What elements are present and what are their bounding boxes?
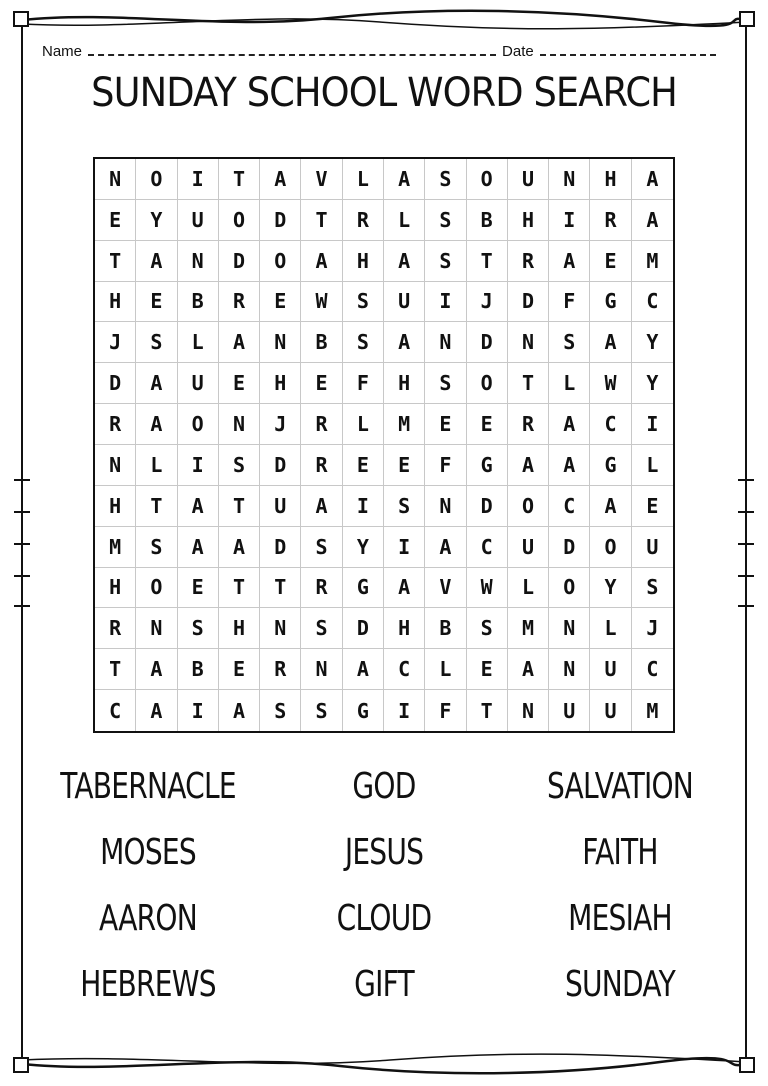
grid-cell[interactable]: D (467, 322, 508, 363)
grid-cell[interactable]: R (260, 649, 301, 690)
word-search-grid[interactable] (93, 157, 675, 733)
grid-cell[interactable]: S (301, 527, 342, 568)
word-list-item: TABERNACLE (60, 766, 236, 807)
grid-cell[interactable]: R (301, 445, 342, 486)
grid-cell[interactable]: O (549, 568, 590, 609)
grid-cell[interactable]: W (467, 568, 508, 609)
grid-cell[interactable]: A (508, 649, 549, 690)
grid-cell[interactable]: T (95, 649, 136, 690)
grid-cell[interactable]: T (219, 159, 260, 200)
grid-cell[interactable]: M (384, 404, 425, 445)
grid-cell[interactable]: L (425, 649, 466, 690)
grid-cell[interactable]: A (590, 322, 631, 363)
grid-cell[interactable]: T (219, 486, 260, 527)
grid-cell[interactable]: C (632, 282, 673, 323)
grid-cell[interactable]: G (467, 445, 508, 486)
grid-cell[interactable]: L (343, 404, 384, 445)
grid-cell[interactable]: H (219, 608, 260, 649)
grid-cell[interactable]: N (260, 322, 301, 363)
grid-cell[interactable]: B (178, 649, 219, 690)
grid-cell[interactable]: N (178, 241, 219, 282)
grid-cell[interactable]: Y (632, 322, 673, 363)
grid-cell[interactable]: N (508, 690, 549, 731)
grid-cell[interactable]: M (95, 527, 136, 568)
grid-cell[interactable]: F (425, 445, 466, 486)
grid-cell[interactable]: U (508, 159, 549, 200)
grid-cell[interactable]: O (178, 404, 219, 445)
name-date-line (42, 36, 732, 60)
grid-cell[interactable]: A (549, 445, 590, 486)
word-list (30, 765, 738, 1007)
grid-cell[interactable]: D (260, 200, 301, 241)
grid-cell[interactable]: G (590, 282, 631, 323)
grid-cell[interactable]: C (632, 649, 673, 690)
grid-cell[interactable]: A (508, 445, 549, 486)
grid-cell[interactable]: S (343, 282, 384, 323)
grid-cell[interactable]: A (632, 200, 673, 241)
grid-cell[interactable]: F (343, 363, 384, 404)
word-list-item: JESUS (344, 832, 424, 873)
grid-cell[interactable]: O (467, 363, 508, 404)
grid-cell[interactable]: N (219, 404, 260, 445)
grid-cell[interactable]: U (590, 690, 631, 731)
grid-cell[interactable]: N (549, 608, 590, 649)
date-blank[interactable] (540, 54, 716, 56)
grid-cell[interactable]: B (301, 322, 342, 363)
grid-cell[interactable]: S (301, 608, 342, 649)
grid-cell[interactable]: O (136, 568, 177, 609)
grid-cell[interactable]: I (425, 282, 466, 323)
grid-cell[interactable]: V (301, 159, 342, 200)
grid-cell[interactable]: A (384, 159, 425, 200)
grid-cell[interactable]: N (425, 486, 466, 527)
grid-cell[interactable]: D (549, 527, 590, 568)
grid-cell[interactable]: B (467, 200, 508, 241)
grid-cell[interactable]: L (508, 568, 549, 609)
grid-cell[interactable]: S (343, 322, 384, 363)
grid-cell[interactable]: N (95, 159, 136, 200)
grid-cell[interactable]: H (384, 608, 425, 649)
grid-cell[interactable]: J (95, 322, 136, 363)
grid-cell[interactable]: J (632, 608, 673, 649)
grid-cell[interactable]: R (590, 200, 631, 241)
grid-cell[interactable]: L (590, 608, 631, 649)
grid-cell[interactable]: H (343, 241, 384, 282)
grid-cell[interactable]: D (343, 608, 384, 649)
grid-cell[interactable]: A (136, 404, 177, 445)
grid-cell[interactable]: S (136, 527, 177, 568)
grid-cell[interactable]: L (343, 159, 384, 200)
grid-cell[interactable]: E (425, 404, 466, 445)
grid-cell[interactable]: N (260, 608, 301, 649)
grid-cell[interactable]: S (136, 322, 177, 363)
grid-cell[interactable]: R (301, 404, 342, 445)
grid-cell[interactable]: A (343, 649, 384, 690)
grid-cell[interactable]: T (508, 363, 549, 404)
grid-cell[interactable]: L (632, 445, 673, 486)
grid-cell[interactable]: F (425, 690, 466, 731)
grid-cell[interactable]: I (178, 690, 219, 731)
grid-cell[interactable]: A (549, 404, 590, 445)
grid-cell[interactable]: S (219, 445, 260, 486)
page-title: SUNDAY SCHOOL WORD SEARCH (91, 70, 677, 116)
grid-cell[interactable]: A (260, 159, 301, 200)
grid-cell[interactable]: T (467, 690, 508, 731)
grid-cell[interactable]: A (384, 322, 425, 363)
grid-cell[interactable]: B (425, 608, 466, 649)
grid-cell[interactable]: E (384, 445, 425, 486)
grid-cell[interactable]: W (590, 363, 631, 404)
grid-cell[interactable]: S (632, 568, 673, 609)
grid-cell[interactable]: N (95, 445, 136, 486)
grid-cell[interactable]: C (549, 486, 590, 527)
grid-cell[interactable]: O (136, 159, 177, 200)
grid-cell[interactable]: T (219, 568, 260, 609)
grid-cell[interactable]: H (384, 363, 425, 404)
grid-cell[interactable]: O (219, 200, 260, 241)
grid-cell[interactable]: A (178, 486, 219, 527)
grid-cell[interactable]: U (590, 649, 631, 690)
grid-cell[interactable]: C (384, 649, 425, 690)
grid-cell[interactable]: U (178, 363, 219, 404)
word-list-item: SALVATION (546, 766, 694, 807)
grid-cell[interactable]: L (384, 200, 425, 241)
grid-cell[interactable]: R (343, 200, 384, 241)
grid-cell[interactable]: H (95, 568, 136, 609)
grid-cell[interactable]: N (549, 649, 590, 690)
grid-cell[interactable]: M (646, 698, 659, 723)
grid-cell[interactable]: J (260, 404, 301, 445)
word-list-item: FAITH (582, 832, 658, 873)
grid-cell[interactable]: S (549, 322, 590, 363)
grid-cell[interactable]: N (508, 322, 549, 363)
grid-cell[interactable]: R (95, 608, 136, 649)
grid-cell[interactable]: R (301, 568, 342, 609)
grid-cell[interactable]: M (632, 241, 673, 282)
grid-cell[interactable]: I (178, 159, 219, 200)
grid-cell[interactable]: T (136, 486, 177, 527)
grid-cell[interactable]: A (136, 241, 177, 282)
grid-cell[interactable]: S (425, 363, 466, 404)
grid-cell[interactable]: D (219, 241, 260, 282)
word-list-item: SUNDAY (564, 964, 676, 1005)
grid-cell[interactable]: A (219, 322, 260, 363)
grid-cell[interactable]: A (219, 527, 260, 568)
grid-cell[interactable]: O (467, 159, 508, 200)
grid-cell[interactable]: I (549, 200, 590, 241)
grid-cell[interactable]: N (136, 608, 177, 649)
grid-cell[interactable]: A (301, 241, 342, 282)
grid-cell[interactable]: I (178, 445, 219, 486)
grid-cell[interactable]: S (384, 486, 425, 527)
grid-cell[interactable]: A (549, 241, 590, 282)
grid-cell[interactable]: A (178, 527, 219, 568)
grid-cell[interactable]: E (219, 363, 260, 404)
grid-cell[interactable]: L (136, 445, 177, 486)
grid-cell[interactable]: U (384, 282, 425, 323)
grid-cell[interactable]: A (590, 486, 631, 527)
grid-cell[interactable]: E (632, 486, 673, 527)
grid-cell[interactable]: R (508, 241, 549, 282)
date-label: Date (502, 43, 534, 60)
grid-cell[interactable]: U (178, 200, 219, 241)
grid-cell[interactable]: U (260, 486, 301, 527)
grid-cell[interactable]: A (425, 527, 466, 568)
grid-cell[interactable]: I (384, 690, 425, 731)
grid-cell[interactable]: L (178, 322, 219, 363)
grid-cell[interactable]: S (425, 159, 466, 200)
grid-cell[interactable]: H (508, 200, 549, 241)
grid-cell[interactable]: Y (590, 568, 631, 609)
grid-cell[interactable]: L (549, 363, 590, 404)
grid-cell[interactable]: D (260, 445, 301, 486)
grid-cell[interactable]: U (549, 690, 590, 731)
grid-cell[interactable]: T (467, 241, 508, 282)
grid-cell[interactable]: O (260, 241, 301, 282)
grid-cell[interactable]: E (136, 282, 177, 323)
grid-cell[interactable]: A (632, 159, 673, 200)
grid-cell[interactable]: V (425, 568, 466, 609)
grid-cell[interactable]: C (95, 690, 136, 731)
grid-cell[interactable]: S (425, 200, 466, 241)
grid-cell[interactable]: E (219, 649, 260, 690)
word-list-item: GIFT (354, 964, 414, 1005)
grid-cell[interactable]: D (467, 486, 508, 527)
grid-cell[interactable]: E (301, 363, 342, 404)
grid-cell[interactable]: C (467, 527, 508, 568)
grid-cell[interactable]: S (301, 690, 342, 731)
grid-cell[interactable]: E (260, 282, 301, 323)
grid-cell[interactable]: A (136, 363, 177, 404)
grid-cell[interactable]: E (95, 200, 136, 241)
word-list-item: MOSES (100, 832, 196, 873)
grid-cell[interactable]: S (260, 690, 301, 731)
grid-cell[interactable]: D (508, 282, 549, 323)
grid-cell[interactable]: F (549, 282, 590, 323)
grid-cell[interactable]: I (343, 486, 384, 527)
grid-cell[interactable]: D (95, 363, 136, 404)
word-list-item: MESIAH (568, 898, 672, 939)
word-list-item: AARON (99, 898, 197, 939)
grid-cell[interactable]: N (549, 159, 590, 200)
grid-cell[interactable]: R (219, 282, 260, 323)
word-list-item: GOD (352, 766, 416, 807)
grid-cell[interactable]: R (508, 404, 549, 445)
grid-cell[interactable]: A (136, 649, 177, 690)
grid-cell[interactable]: O (590, 527, 631, 568)
grid-cell[interactable]: W (301, 282, 342, 323)
grid-cell[interactable]: H (260, 363, 301, 404)
grid-cell[interactable]: I (632, 404, 673, 445)
grid-cell[interactable]: E (178, 568, 219, 609)
grid-cell[interactable]: A (219, 690, 260, 731)
grid-cell[interactable]: T (95, 241, 136, 282)
grid-cell[interactable]: R (95, 404, 136, 445)
grid-cell[interactable]: G (343, 568, 384, 609)
grid-cell[interactable]: S (467, 608, 508, 649)
grid-cell[interactable]: U (632, 527, 673, 568)
grid-cell[interactable]: J (467, 282, 508, 323)
grid-cell[interactable]: G (590, 445, 631, 486)
grid-cell[interactable]: S (178, 608, 219, 649)
grid-cell[interactable]: T (260, 568, 301, 609)
grid-cell[interactable]: E (343, 445, 384, 486)
grid-cell[interactable]: O (508, 486, 549, 527)
grid-cell[interactable]: N (425, 322, 466, 363)
grid-cell[interactable]: A (136, 690, 177, 731)
grid-cell[interactable]: Y (343, 527, 384, 568)
grid-cell[interactable]: S (425, 241, 466, 282)
grid-cell[interactable]: A (384, 241, 425, 282)
grid-cell[interactable]: Y (632, 363, 673, 404)
grid-cell[interactable]: H (590, 159, 631, 200)
grid-cell[interactable]: H (95, 282, 136, 323)
grid-cell[interactable]: A (301, 486, 342, 527)
word-list-item: CLOUD (336, 898, 432, 939)
word-list-item: HEBREWS (80, 964, 216, 1005)
grid-cell[interactable]: I (384, 527, 425, 568)
grid-cell[interactable]: D (260, 527, 301, 568)
grid-cell[interactable]: N (301, 649, 342, 690)
grid-cell[interactable]: A (384, 568, 425, 609)
name-label: Name (42, 43, 83, 60)
grid-cell[interactable]: T (301, 200, 342, 241)
grid-cell[interactable]: B (178, 282, 219, 323)
grid-cell[interactable]: C (590, 404, 631, 445)
grid-cell[interactable]: E (467, 649, 508, 690)
grid-cell[interactable]: H (95, 486, 136, 527)
name-blank[interactable] (88, 54, 496, 56)
grid-cell[interactable]: U (508, 527, 549, 568)
grid-cell[interactable]: M (508, 608, 549, 649)
grid-cell[interactable]: E (590, 241, 631, 282)
grid-cell[interactable]: E (467, 404, 508, 445)
grid-cell[interactable]: G (343, 690, 384, 731)
grid-cell[interactable]: Y (136, 200, 177, 241)
